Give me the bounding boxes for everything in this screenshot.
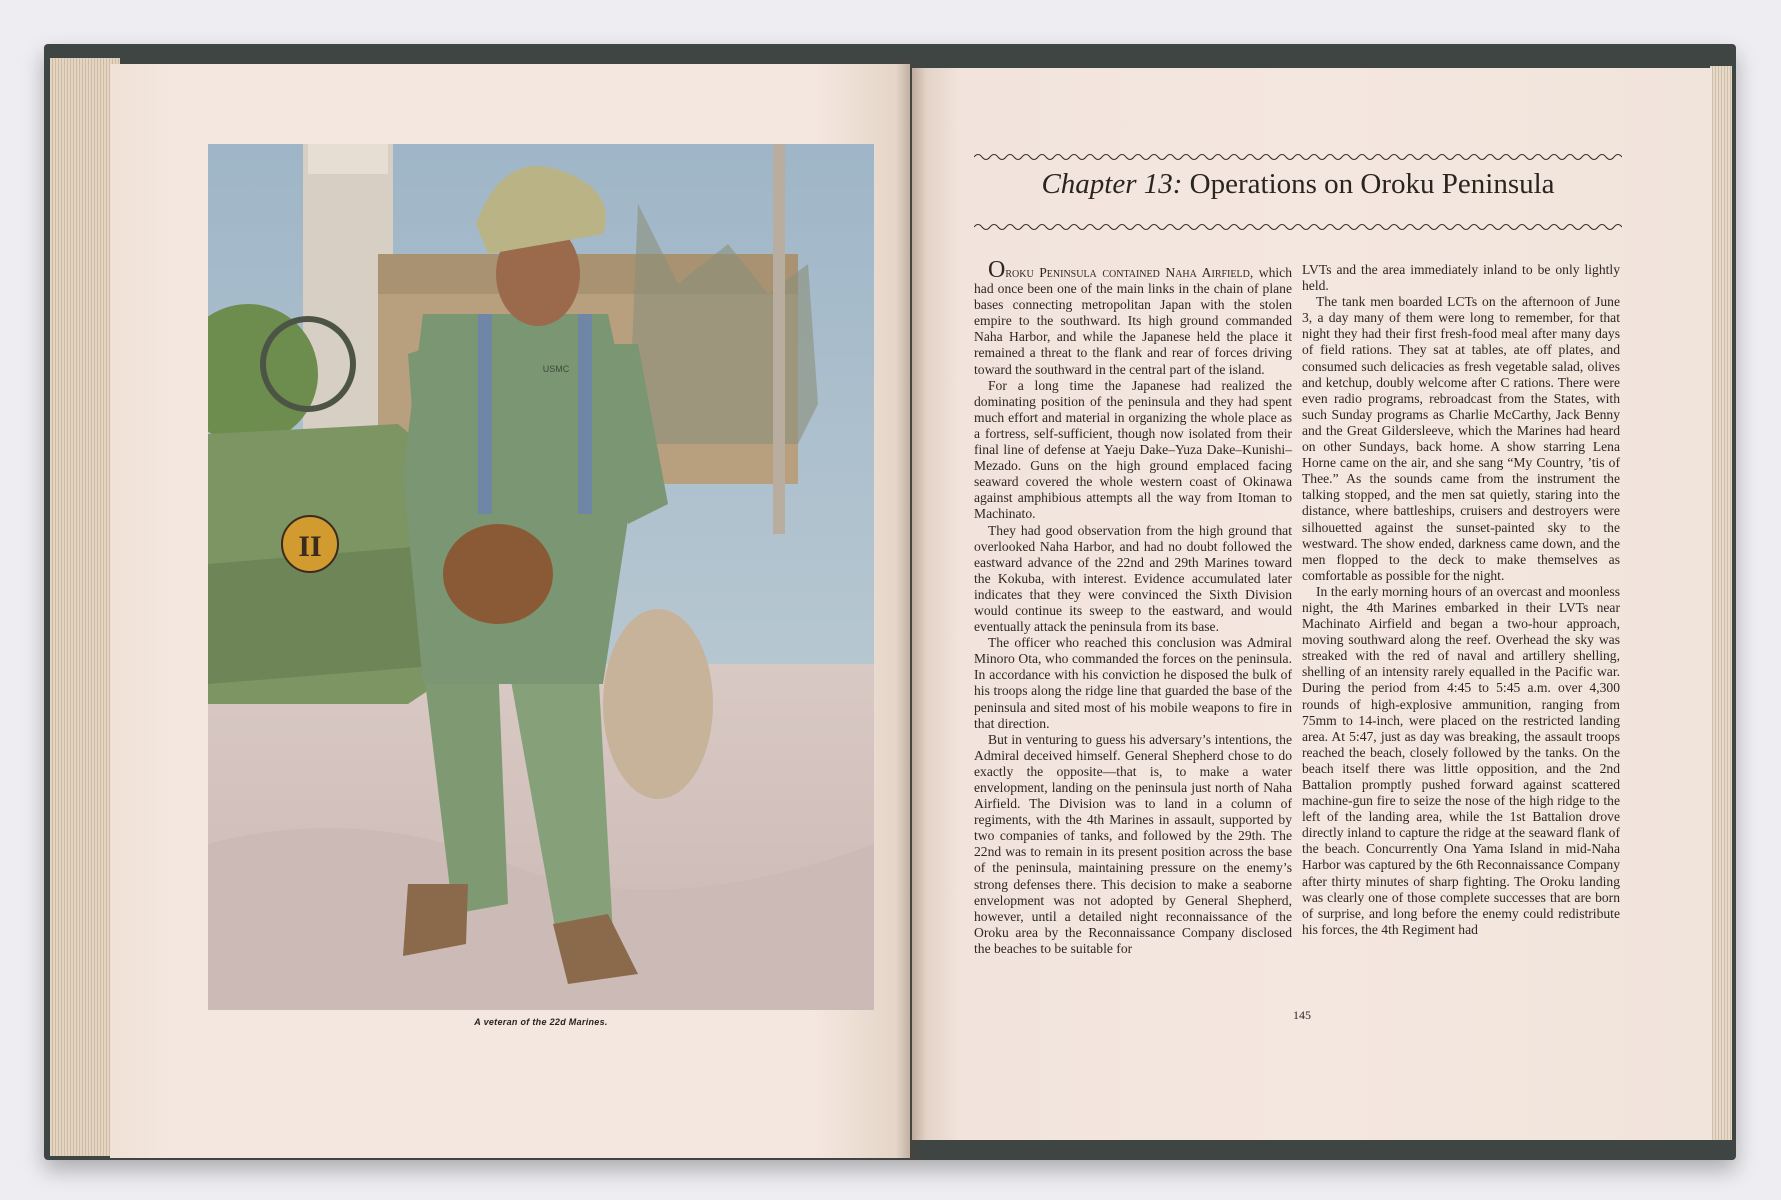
chapter-heading bbox=[974, 168, 1622, 201]
paragraph: In the early morning hours of an overcast and moonless night, the 4th Marines embarked in their LVTs near Machinato Airfield and began a two-hour approach, moving southward along the reef. Overhead the sky was streaked with the red of naval and artillery shelling, shelling of an intensity rarely equalled in the Pacific war. During the period from 4:45 to 5:45 a.m. over 4,300 rounds of high-explosive ammunition, ranging from 75mm to 14-inch, were placed on the restricted landing area. At 5:47, just as day was breaking, the assault troops reached the beach, closely followed by the tanks. On the beach itself there was little opposition, and the 2nd Battalion promptly pushed forward against scattered machine-gun fire to seize the nose of the high ridge to the left of the landing area, while the 1st Battalion drove directly inland to capture the ridge at the seaward flank of the beach. Concurrently Ona Yama Island in mid-Naha Harbor was captured by the 6th Reconnaissance Company after thirty minutes of sharp fighting. The Oroku landing was clearly one of those complete successes that are born of surprise, and long before the enemy could redistribute his forces, the 4th Regiment had bbox=[1302, 583, 1620, 937]
veteran-photo bbox=[208, 144, 874, 1010]
photo-illustration bbox=[208, 144, 874, 1010]
insignia-text: II bbox=[298, 530, 322, 563]
paragraph: The officer who reached this conclusion was Admiral Minoro Ota, who commanded the forces on the peninsula. In accordance with his conviction he disposed the bulk of his troops along the ridge line that guarded the base of the peninsula and sited most of his mobile weapons to fire in that direction. bbox=[974, 635, 1292, 731]
drop-cap: O bbox=[988, 257, 1006, 283]
text-column-left bbox=[974, 257, 1292, 957]
page-edges-right bbox=[1710, 66, 1732, 1140]
book-gutter bbox=[896, 60, 926, 1160]
text-column-right bbox=[1302, 262, 1620, 938]
chapter-title: Operations on Oroku Peninsula bbox=[1189, 168, 1555, 200]
uniform-marking: USMC bbox=[542, 364, 570, 374]
page-number: 145 bbox=[1293, 1008, 1311, 1022]
paragraph: But in venturing to guess his adversary’s intentions, the Admiral deceived himself. General Shepherd chose to do exactly the opposite—that is, to make a water envelopment, landing on the peninsula just north of Naha Airfield. The Division was to land in a column of regiments, with the 4th Marines in assault, supported by two companies of tanks, and followed by the 29th. The 22nd was to remain in its present position across the base of the peninsula, maintaining pressure on the enemy’s strong defenses there. This decision to make a seaborne envelopment was not adopted by General Shepherd, however, until a detailed night reconnaissance of the Oroku area by the Reconnaissance Company disclosed the beaches to be suitable for bbox=[974, 731, 1292, 956]
photo-caption: A veteran of the 22d Marines. bbox=[474, 1017, 608, 1027]
paragraph: LVTs and the area immediately inland to be only lightly held. bbox=[1302, 262, 1620, 294]
paragraph: They had good observation from the high ground that overlooked Naha Harbor, and had no doubt followed the eastward advance of the 22nd and 29th Marines toward the Kokuba, with interest. Evidence accumulated later indicates that they were convinced the Sixth Division would continue its sweep to the eastward, and would eventually attack the peninsula from its base. bbox=[974, 522, 1292, 635]
wavy-rule-top bbox=[974, 152, 1622, 162]
chapter-label: Chapter 13: bbox=[1041, 168, 1183, 200]
paragraph-text: which had once been one of the main links in the chain of plane bases connecting metropolitan Japan with the stolen empire to the southward. Its high ground commanded Naha Harbor, and while the Japanese held the place it remained a threat to the flank and rear of forces driving toward the southward in the central part of the island. bbox=[974, 265, 1292, 377]
paragraph: The tank men boarded LCTs on the afternoon of June 3, a day many of them were long to remember, for that night they had their first fresh-food meal after many days of field rations. They sat at tables, ate off plates, and consumed such delicacies as fresh vegetable salad, olives and ketchup, doubly welcome after C rations. There were even radio programs, rebroadcast from the States, with such Sunday programs as Charlie McCarthy, Jack Benny and the Great Gildersleeve, which the Marines had heard on other Sundays, back home. A show starring Lena Horne came on the air, and she sang “My Country, ’tis of Thee.” As the sounds came from the instrument the talking stopped, and the men sat quietly, staring into the distance, where battleships, cruisers and destroyers were silhouetted against the sunset-painted sky to the westward. The show ended, darkness came down, and the men flopped to the deck to make themselves as comfortable as possible for the night. bbox=[1302, 294, 1620, 583]
paragraph bbox=[974, 257, 1292, 378]
opening-smallcaps: roku Peninsula contained Naha Airfield, bbox=[1005, 265, 1254, 280]
paragraph: For a long time the Japanese had realized the dominating position of the peninsula and they had spent much effort and material in organizing the whole place as a fortress, self-sufficient, though now isolated from their final line of defense at Yaeju Dake–Yuza Dake–Kunishi–Mezado. Guns on the high ground emplaced facing seaward covered the whole western coast of Okinawa against amphibious attempts all the way from Itoman to Machinato. bbox=[974, 377, 1292, 522]
wavy-rule-bottom bbox=[974, 222, 1622, 232]
